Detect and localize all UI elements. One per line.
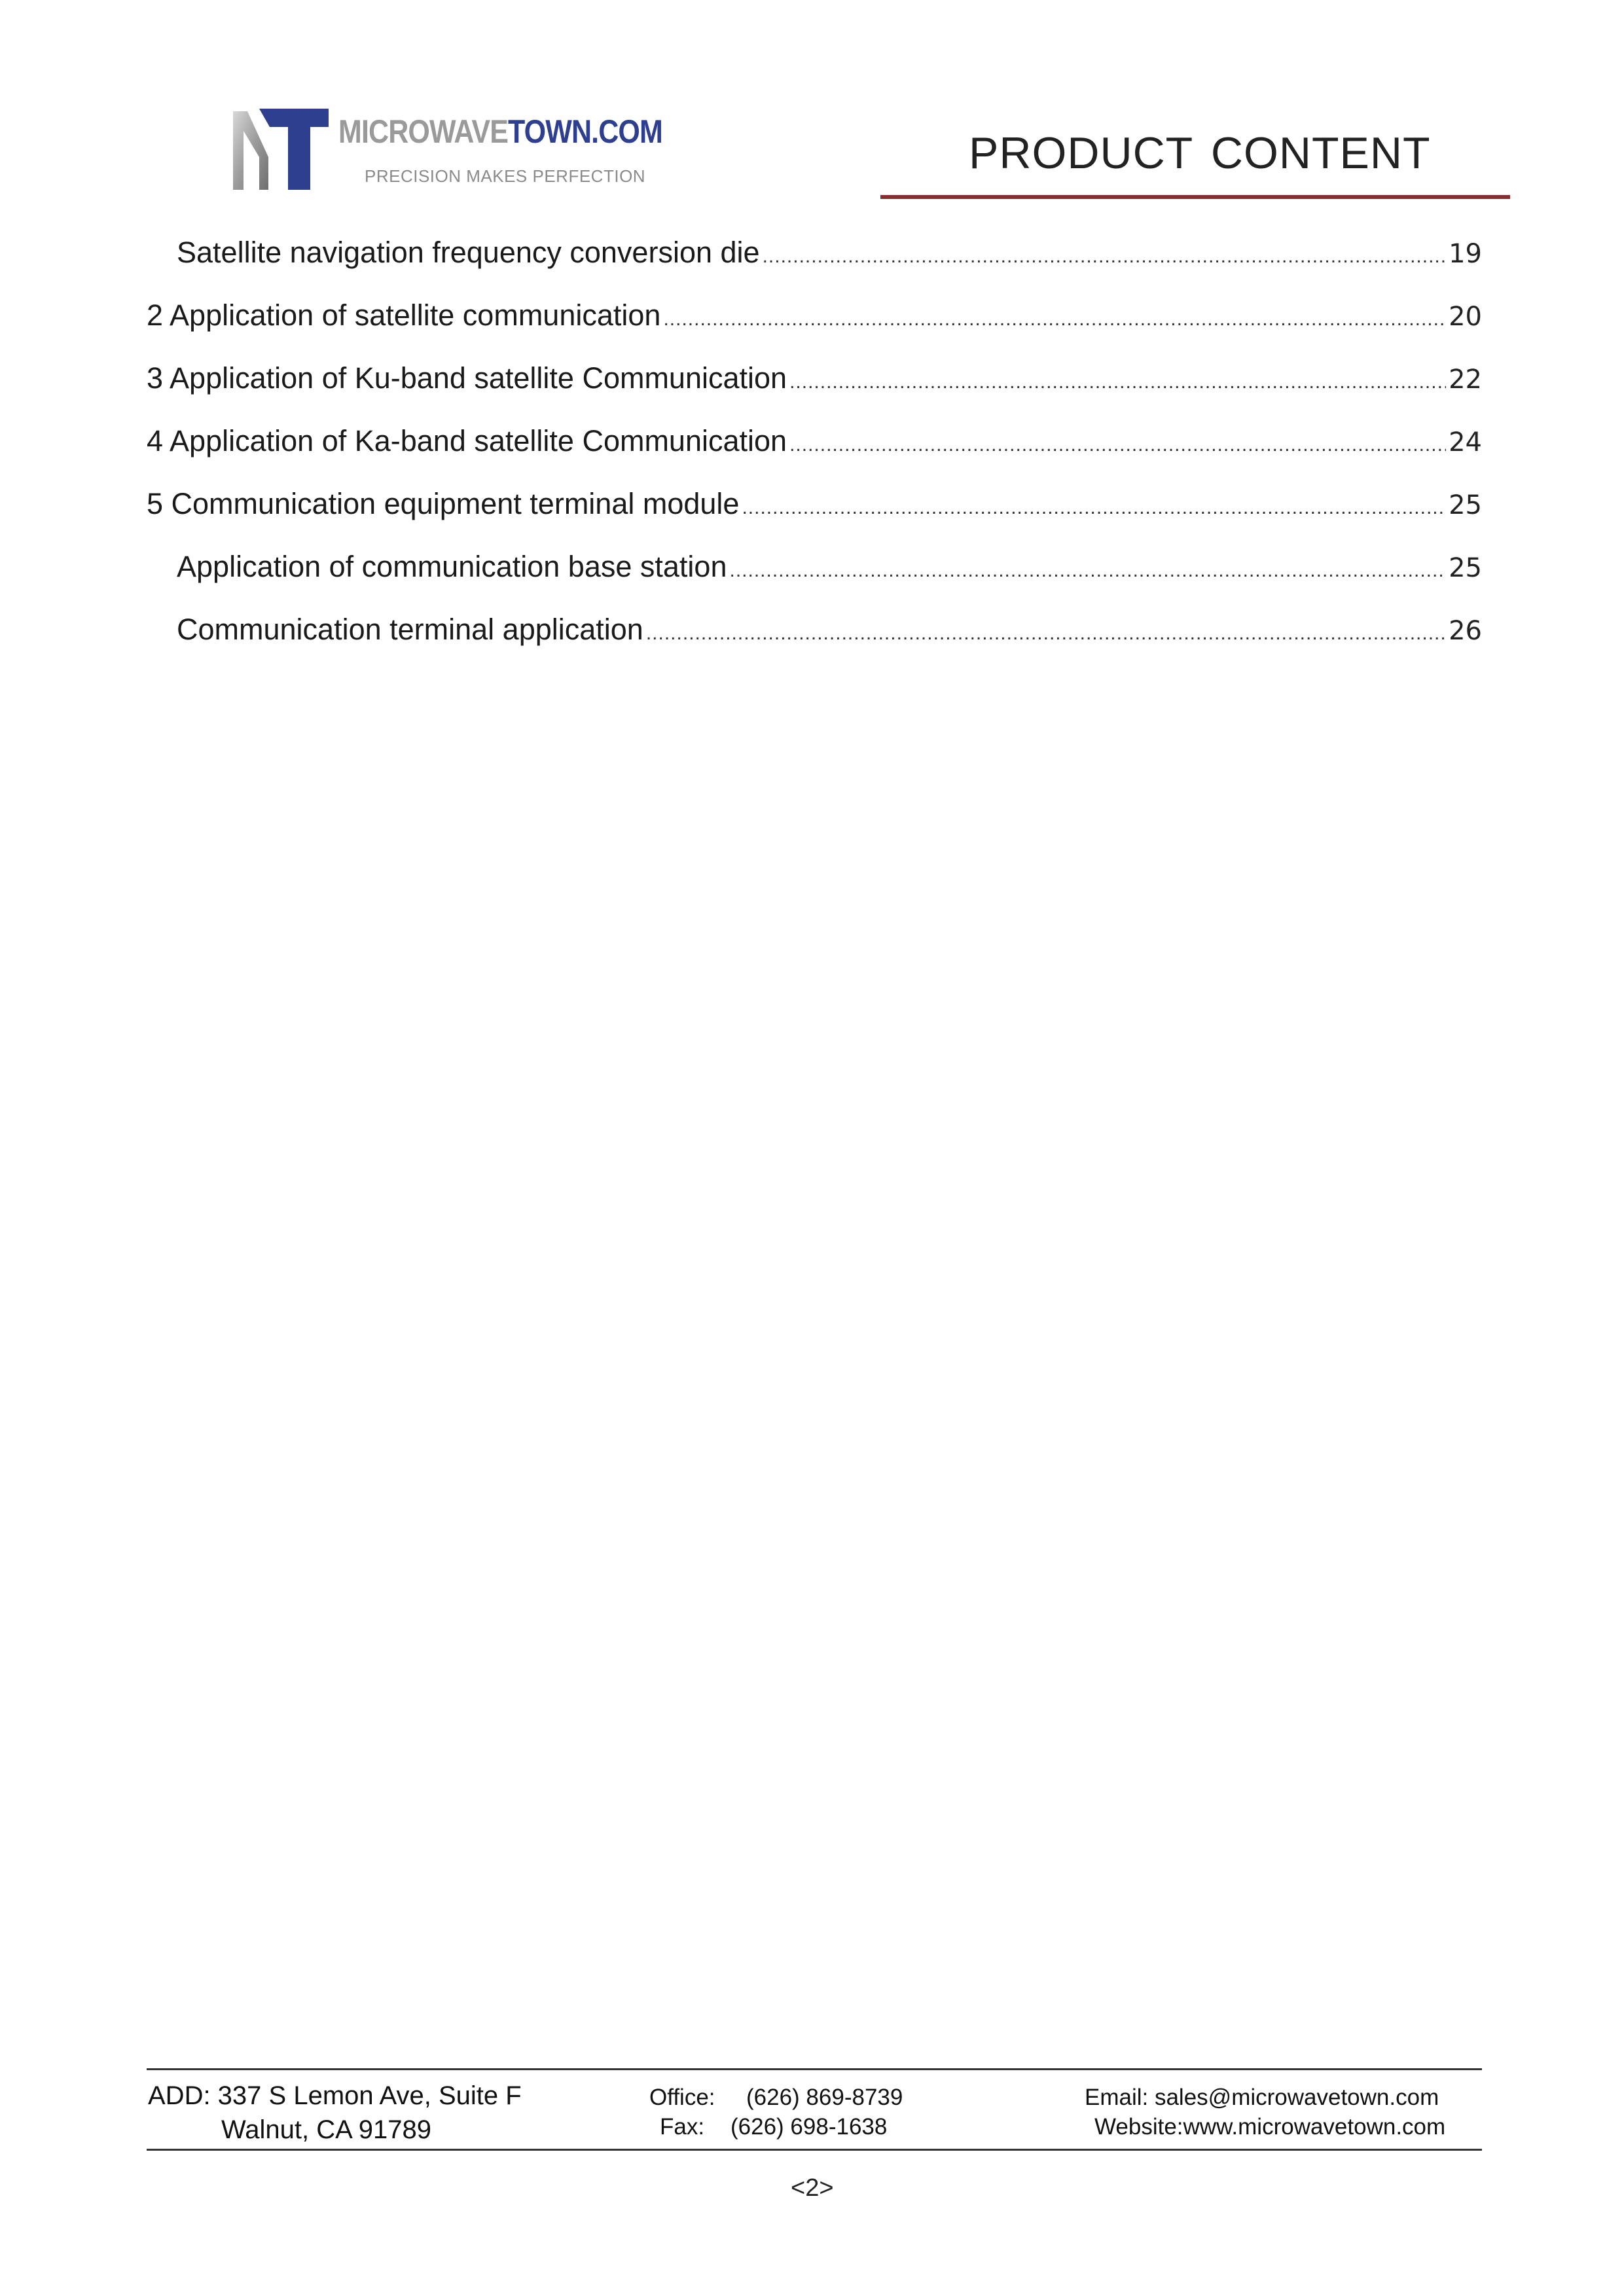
logo-tagline: PRECISION MAKES PERFECTION xyxy=(365,166,646,186)
table-of-contents xyxy=(147,236,1482,675)
toc-leader-dots xyxy=(646,622,1446,645)
footer-address-line2: Walnut, CA 91789 xyxy=(221,2115,431,2144)
toc-leader-dots xyxy=(789,434,1446,456)
footer-bottom-rule xyxy=(147,2149,1482,2151)
footer-office-number: (626) 869-8739 xyxy=(746,2085,903,2110)
toc-entry[interactable] xyxy=(147,550,1482,613)
toc-entry-page: 19 xyxy=(1449,239,1482,269)
toc-entry-title: Communication terminal application xyxy=(177,613,643,646)
footer-fax-number: (626) 698-1638 xyxy=(731,2114,888,2140)
company-logo xyxy=(230,105,662,196)
toc-entry[interactable] xyxy=(147,487,1482,550)
page-number: <2> xyxy=(791,2174,834,2202)
toc-leader-dots xyxy=(663,308,1446,331)
toc-entry-page: 20 xyxy=(1449,302,1482,332)
toc-entry-page: 24 xyxy=(1449,427,1482,457)
toc-entry[interactable] xyxy=(147,613,1482,675)
toc-entry[interactable] xyxy=(147,298,1482,361)
title-underline xyxy=(880,195,1510,199)
toc-entry[interactable] xyxy=(147,424,1482,487)
footer-email: Email: sales@microwavetown.com xyxy=(1085,2085,1439,2110)
toc-leader-dots xyxy=(763,245,1447,268)
toc-entry-title: Satellite navigation frequency conversion die xyxy=(177,236,760,269)
footer-address-line1: ADD: 337 S Lemon Ave, Suite F xyxy=(148,2081,522,2110)
toc-entry-title: 4 Application of Ka-band satellite Communication xyxy=(147,424,787,457)
toc-entry-page: 25 xyxy=(1449,490,1482,520)
toc-entry-page: 26 xyxy=(1449,616,1482,646)
toc-leader-dots xyxy=(789,371,1446,393)
toc-entry-title: Application of communication base station xyxy=(177,550,727,583)
toc-entry-title: 5 Communication equipment terminal module xyxy=(147,487,740,520)
logo-wordmark: MICROWAVETOWN.COM xyxy=(338,113,662,150)
mt-logo-icon xyxy=(230,105,329,196)
toc-entry-page: 22 xyxy=(1449,365,1482,395)
page-title: PRODUCT CONTENT xyxy=(969,128,1431,178)
footer-website: Website:www.microwavetown.com xyxy=(1094,2114,1446,2140)
footer-fax-label: Fax: xyxy=(660,2114,705,2140)
toc-entry-page: 25 xyxy=(1449,553,1482,583)
toc-entry[interactable] xyxy=(147,361,1482,424)
toc-entry-title: 2 Application of satellite communication xyxy=(147,298,661,332)
toc-leader-dots xyxy=(742,497,1446,519)
footer-top-rule xyxy=(147,2068,1482,2070)
footer-office-label: Office: xyxy=(649,2085,715,2110)
toc-entry-title: 3 Application of Ku-band satellite Communication xyxy=(147,361,787,395)
toc-entry[interactable] xyxy=(147,236,1482,298)
toc-leader-dots xyxy=(729,560,1446,582)
